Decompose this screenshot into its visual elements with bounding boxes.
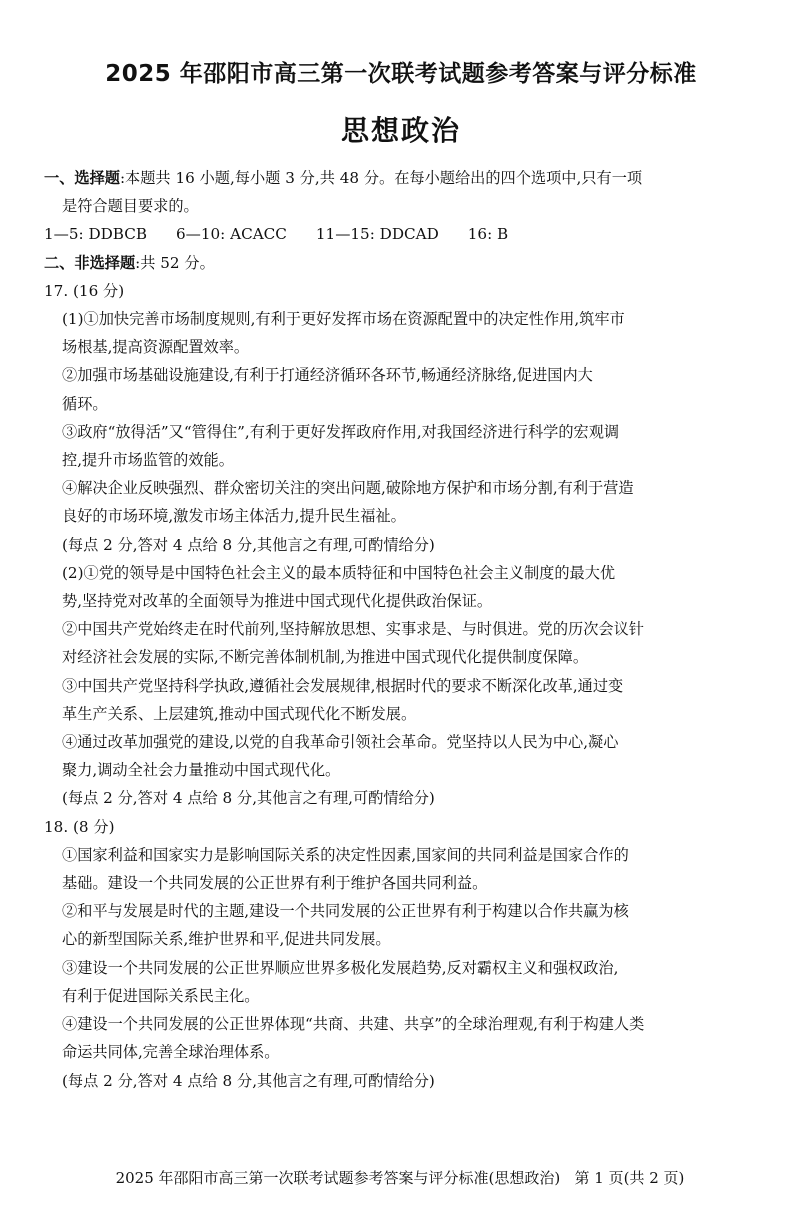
q17-line: 控,提升市场监管的效能。 — [62, 451, 234, 470]
section2-line — [44, 249, 758, 277]
subject-title: 思想政治 — [340, 114, 461, 147]
document-title: 2025 年邵阳市高三第一次联考试题参考答案与评分标准 — [105, 61, 697, 87]
q18-line: 命运共同体,完善全球治理体系。 — [62, 1043, 280, 1062]
q18-header: 18. (8 分) — [44, 817, 115, 836]
q17-line: 势,坚持党对改革的全面领导为推进中国式现代化提供政治保证。 — [62, 592, 493, 611]
section1-line1 — [44, 164, 758, 192]
q17-line: ③中国共产党坚持科学执政,遵循社会发展规律,根据时代的要求不断深化改革,通过变 — [62, 676, 624, 695]
q18-line: (每点 2 分,答对 4 点给 8 分,其他言之有理,可酌情给分) — [62, 1071, 435, 1090]
q17-line: 对经济社会发展的实际,不断完善体制机制,为推进中国式现代化提供制度保障。 — [62, 648, 589, 667]
q17-line: ②中国共产党始终走在时代前列,坚持解放思想、实事求是、与时俱进。党的历次会议针 — [62, 620, 644, 639]
section1-heading: 一、选择题 — [44, 169, 120, 187]
q17-line: 聚力,调动全社会力量推动中国式现代化。 — [62, 761, 341, 780]
choice-answers: 1—5: DDBCB 6—10: ACACC 11—15: DDCAD 16: B — [44, 225, 509, 244]
q17-header: 17. (16 分) — [44, 281, 125, 300]
answer-key-page — [0, 58, 800, 1207]
section1-text: :本题共 16 小题,每小题 3 分,共 48 分。在每小题给出的四个选项中,只有一项 — [119, 169, 643, 187]
q18-line: 心的新型国际关系,维护世界和平,促进共同发展。 — [62, 930, 391, 949]
q17-line: ②加强市场基础设施建设,有利于打通经济循环各环节,畅通经济脉络,促进国内大 — [62, 366, 593, 385]
q17-line: 良好的市场环境,激发市场主体活力,提升民生福祉。 — [62, 507, 406, 526]
q17-line: ③政府“放得活”又“管得住”,有利于更好发挥政府作用,对我国经济进行科学的宏观调 — [62, 422, 620, 441]
q17-line: (2)①党的领导是中国特色社会主义的最本质特征和中国特色社会主义制度的最大优 — [62, 563, 616, 582]
q17-line: (每点 2 分,答对 4 点给 8 分,其他言之有理,可酌情给分) — [62, 535, 435, 554]
q17-line: ④解决企业反映强烈、群众密切关注的突出问题,破除地方保护和市场分割,有利于营造 — [62, 479, 634, 498]
q17-line: (1)①加快完善市场制度规则,有利于更好发挥市场在资源配置中的决定性作用,筑牢市 — [62, 310, 625, 329]
page-footer: 2025 年邵阳市高三第一次联考试题参考答案与评分标准(思想政治) 第 1 页(共 2 页) — [115, 1169, 685, 1187]
q18-line: ②和平与发展是时代的主题,建设一个共同发展的公正世界有利于构建以合作共赢为核 — [62, 902, 629, 921]
q17-answer — [44, 305, 758, 813]
q18-answer — [44, 841, 758, 1095]
q18-line: 基础。建设一个共同发展的公正世界有利于维护各国共同利益。 — [62, 874, 488, 893]
q17-line: 循环。 — [62, 394, 108, 413]
q17-line: ④通过改革加强党的建设,以党的自我革命引领社会革命。党坚持以人民为中心,凝心 — [62, 733, 619, 752]
section2-text: :共 52 分。 — [135, 253, 215, 272]
section2-heading: 二、非选择题 — [44, 253, 136, 272]
q18-line: ①国家利益和国家实力是影响国际关系的决定性因素,国家间的共同利益是国家合作的 — [62, 845, 629, 864]
q17-line: 场根基,提高资源配置效率。 — [62, 338, 250, 357]
q17-line: (每点 2 分,答对 4 点给 8 分,其他言之有理,可酌情给分) — [62, 789, 435, 808]
q17-line: 革生产关系、上层建筑,推动中国式现代化不断发展。 — [62, 704, 417, 723]
q18-line: ③建设一个共同发展的公正世界顺应世界多极化发展趋势,反对霸权主义和强权政治, — [62, 958, 619, 977]
q18-line: 有利于促进国际关系民主化。 — [62, 986, 260, 1005]
section1-line2: 是符合题目要求的。 — [62, 197, 199, 216]
q18-line: ④建设一个共同发展的公正世界体现“共商、共建、共享”的全球治理观,有利于构建人类 — [62, 1015, 645, 1034]
